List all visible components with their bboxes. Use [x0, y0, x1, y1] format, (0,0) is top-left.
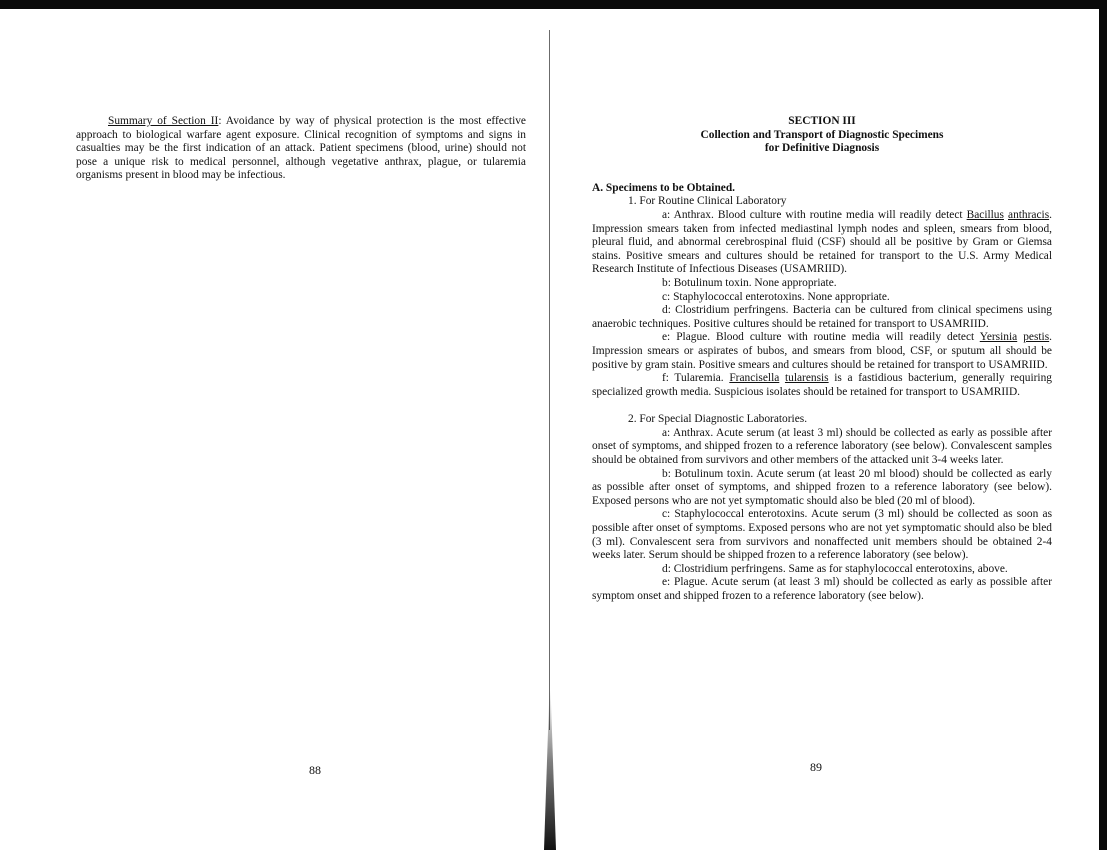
special-item-b: b: Botulinum toxin. Acute serum (at least 20 ml blood) should be collected as early as possible after onset of symptoms, and shipped frozen to a reference laboratory (see below). Exposed persons who are not yet symptomatic should also be bled (20 ml of blood).: [592, 467, 1052, 507]
organism-pestis: pestis: [1023, 331, 1050, 344]
page-number-left: 88: [309, 763, 321, 777]
scan-top-border: [0, 0, 1107, 9]
routine-item-d: d: Clostridium perfringens. Bacteria can be cultured from clinical specimens using anaerobic techniques. Positive cultures should be retained for transport to USAMRIID.: [592, 304, 1052, 330]
routine-f-pre: f: Tularemia.: [662, 372, 730, 385]
routine-item-e: [592, 331, 1052, 372]
routine-e-pre: e: Plague. Blood culture with routine media will readily detect: [662, 331, 980, 344]
special-item-c: c: Staphylococcal enterotoxins. Acute serum (3 ml) should be collected as soon as possible after onset of symptoms. Exposed persons who are not yet symptomatic should also be bled (3 ml). Convalescent sera from survivors and nonaffected unit members should be obtained 2-4 weeks later. Serum should be shipped frozen to a reference laboratory (see below).: [592, 508, 1052, 562]
spacer: [592, 399, 1052, 413]
routine-item-b: b: Botulinum toxin. None appropriate.: [662, 276, 837, 289]
routine-item-f: [592, 372, 1052, 399]
summary-text: : Avoidance by way of physical protection is the most effective approach to biological warfare agent exposure. Clinical recognition of symptoms and signs in casualties may be the first indication of an attack. Patient specimens (blood, urine) should not pose a unique risk to medical personnel, although vegetative anthrax, plague, or tularemia organisms present in blood may be infectious.: [76, 115, 526, 182]
routine-f-post: is a fastidious bacterium, generally requiring specialized growth media. Suspicious isolates should be retained for transport to USAMRIID.: [592, 372, 1052, 398]
special-heading: 2. For Special Diagnostic Laboratories.: [628, 413, 808, 426]
routine-heading: 1. For Routine Clinical Laboratory: [628, 195, 787, 208]
book-spine: [549, 30, 550, 730]
organism-yersinia: Yersinia: [979, 331, 1018, 344]
organism-tularensis: tularensis: [784, 372, 829, 385]
routine-item-c: c: Staphylococcal enterotoxins. None appropriate.: [662, 290, 890, 303]
left-page: [76, 115, 526, 183]
section-subtitle-2: for Definitive Diagnosis: [764, 142, 880, 155]
special-item-a: a: Anthrax. Acute serum (at least 3 ml) should be collected as early as possible after onset of symptoms, and shipped frozen to a reference laboratory (see below). Convalescent samples should be obtained from survivors and other members of the attacked unit 3-4 weeks later.: [592, 426, 1052, 467]
right-page: [592, 115, 1052, 604]
section-subtitle-1: Collection and Transport of Diagnostic Specimens: [700, 128, 944, 141]
section-heading: [592, 115, 1052, 156]
routine-item-a: [592, 209, 1052, 277]
scan-right-border: [1099, 0, 1107, 850]
organism-bacillus: Bacillus: [966, 208, 1004, 221]
spine-shadow: [544, 690, 556, 850]
routine-a-post: . Impression smears taken from infected mediastinal lymph nodes and spleen, smears from blood, pleural fluid, and abnormal cerebrospinal fluid (CSF) should all be positive by Gram or Giemsa stains. Positive smears and cultures should be retained for transport to the U.S. Army Medical Research Institute of Infectious Diseases (USAMRIID).: [592, 208, 1052, 276]
organism-anthracis: anthracis: [1008, 208, 1050, 221]
special-item-e: e: Plague. Acute serum (at least 3 ml) should be collected as early as possible after symptom onset and shipped frozen to a reference laboratory (see below).: [592, 576, 1052, 602]
special-item-d: d: Clostridium perfringens. Same as for staphylococcal enterotoxins, above.: [662, 562, 1008, 575]
page-number-right: 89: [810, 760, 822, 774]
organism-francisella: Francisella: [729, 372, 780, 385]
summary-label: Summary of Section II: [108, 115, 219, 127]
section-title: SECTION III: [788, 115, 856, 127]
routine-e-post: . Impression smears or aspirates of bubos, and smears from blood, CSF, or sputum all should be positive by gram stain. Positive smears and cultures should be retained for transport to USAMRIID.: [592, 331, 1052, 371]
summary-paragraph: [76, 115, 526, 183]
part-a-heading: A. Specimens to be Obtained.: [592, 181, 736, 194]
routine-a-pre: a: Anthrax. Blood culture with routine media will readily detect: [662, 208, 967, 221]
